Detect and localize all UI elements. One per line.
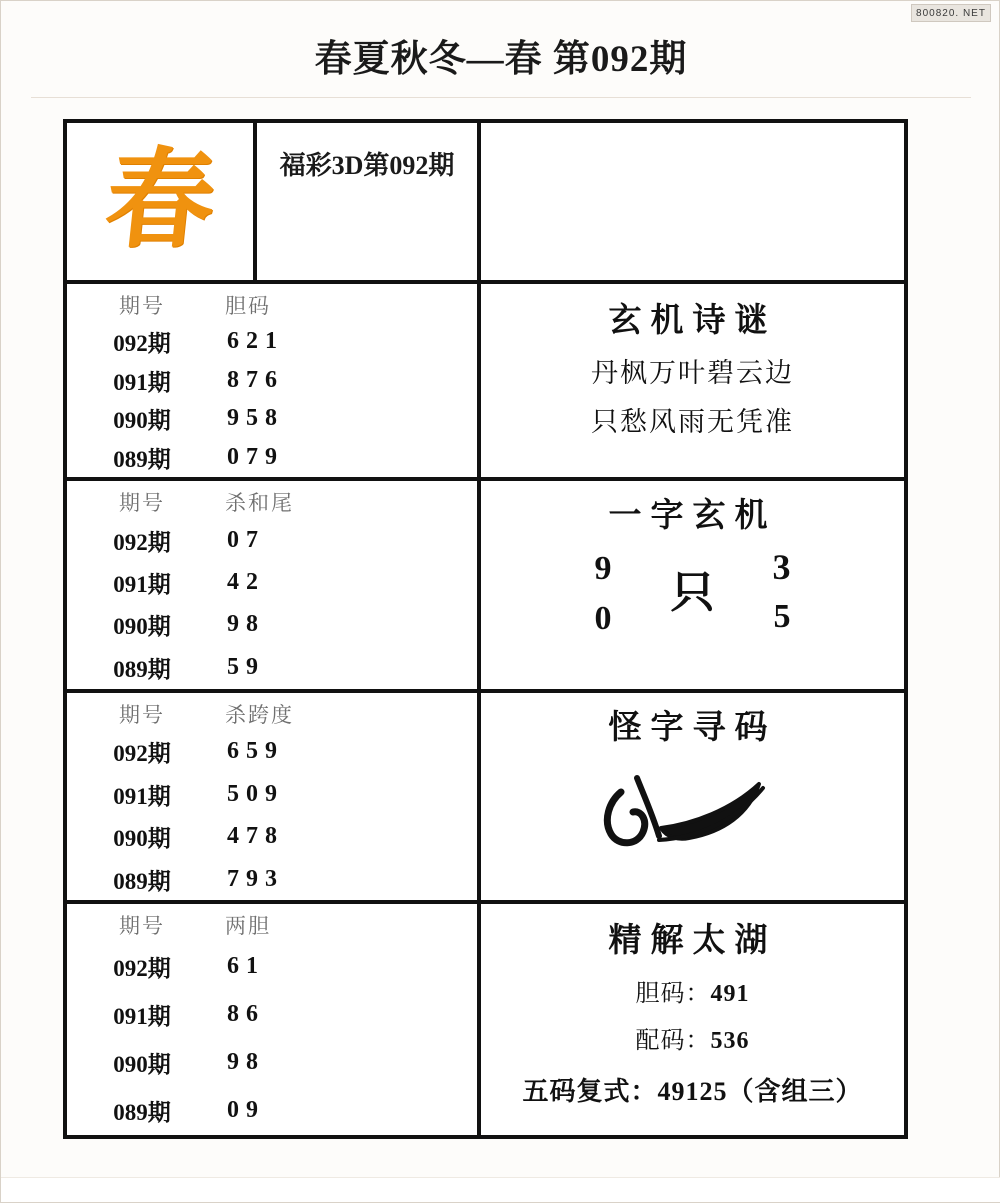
block-sha-kua-du-rows [67,731,477,901]
row-value: 98 [227,611,265,638]
row-issue: 089期 [113,1100,171,1126]
row-value: 42 [227,569,265,596]
block-sha-kua-du-head [67,693,477,731]
xuanji-center-char: 只 [670,567,715,617]
row-issue: 091期 [113,369,171,395]
block-dan-ma-rows [67,322,477,477]
table-row [67,1094,477,1127]
issue-cell [257,123,477,280]
right-column [481,123,904,1135]
row-value: 509 [227,780,284,807]
row-issue: 091期 [113,1004,171,1030]
row-issue: 092期 [113,741,171,767]
row-value: 61 [227,952,265,979]
row-value: 09 [227,1097,265,1124]
table-row [67,863,477,896]
row-issue: 089期 [113,868,171,894]
col-header-issue: 期号 [119,294,165,319]
table-row [67,1046,477,1079]
row-issue: 091期 [113,783,171,809]
taihu-pei-label: 配码： [635,1028,711,1055]
row-issue: 092期 [113,955,171,981]
panel-xuanji-shimi [481,284,904,481]
taihu-dan-line [636,973,750,1008]
main-table [63,119,908,1139]
row-issue: 089期 [113,447,171,472]
block-sha-he-wei-head [67,481,477,519]
row-issue: 092期 [113,529,171,555]
taihu-dan-value: 491 [710,981,750,1008]
table-row [67,402,477,435]
table-row [67,364,477,397]
panel-title-xuanji-shimi: 玄机诗谜 [608,303,777,340]
table-row [67,566,477,599]
block-dan-ma-head [67,284,477,322]
table-row [67,778,477,811]
table-row [67,820,477,853]
panel-title-jingjie-taihu: 精解太湖 [608,923,777,960]
table-row [67,441,477,474]
xuanji-number-bottom-right: 5 [773,597,791,635]
taihu-dan-label: 胆码： [635,981,711,1008]
row-issue: 090期 [113,614,171,640]
row-issue: 090期 [113,408,171,434]
xuanji-number-bottom-left: 0 [594,599,612,637]
panel-title-yizi-xuanji: 一字玄机 [608,497,777,534]
col-header-value: 杀和尾 [225,490,294,515]
row-value: 98 [227,1049,265,1076]
issue-label: 福彩3D第092期 [279,151,455,180]
block-liang-dan-rows [67,942,477,1135]
taihu-pei-value: 536 [710,1028,750,1055]
yizi-xuanji-grid [543,538,843,678]
panel-guaizi-xunma [481,693,904,905]
row-issue: 091期 [113,572,171,598]
header-row [67,123,477,284]
strange-character-area [481,748,904,888]
table-row [67,325,477,358]
left-column [67,123,481,1135]
taihu-combo-line: 五码复式：49125（含组三） [522,1077,863,1107]
row-value: 621 [227,327,284,354]
col-header-value: 杀跨度 [225,702,294,727]
xuanji-number-top-right: 3 [772,546,791,587]
row-value: 958 [227,405,284,432]
table-row [67,524,477,557]
row-value: 478 [227,823,284,850]
row-value: 876 [227,366,284,393]
season-logo-char: 春 [99,141,221,261]
strange-character-icon [563,758,823,878]
panel-yizi-xuanji [481,481,904,693]
right-header-blank [481,123,904,284]
block-sha-he-wei-rows [67,519,477,689]
row-value: 07 [227,526,265,553]
col-header-issue: 期号 [119,914,165,939]
row-issue: 089期 [113,656,171,682]
col-header-value: 两胆 [225,914,271,939]
row-value: 659 [227,738,284,765]
row-value: 86 [227,1001,265,1028]
season-logo-cell [67,123,257,280]
col-header-issue: 期号 [119,490,165,515]
title-divider [31,97,971,98]
footer-strip [1,1177,1000,1202]
table-row [67,950,477,983]
panel-jingjie-taihu [481,904,904,1135]
page-title: 春夏秋冬—春 第092期 [314,39,688,80]
block-liang-dan [67,904,477,1135]
table-row [67,735,477,768]
row-value: 079 [227,444,284,470]
row-value: 793 [227,865,284,892]
col-header-issue: 期号 [119,702,165,727]
table-row [67,651,477,684]
block-dan-ma [67,284,477,481]
poem-line-1: 丹枫万叶碧云边 [591,358,794,389]
taihu-pei-line [636,1020,750,1055]
block-sha-kua-du [67,693,477,905]
table-row [67,998,477,1031]
panel-title-guaizi-xunma: 怪字寻码 [608,709,777,746]
block-sha-he-wei [67,481,477,693]
row-issue: 092期 [113,330,171,356]
block-liang-dan-head [67,904,477,942]
poem-line-2: 只愁风雨无凭准 [591,407,794,438]
table-row [67,608,477,641]
row-issue: 090期 [113,1052,171,1078]
col-header-value: 胆码 [225,294,271,319]
page-title-bar [1,19,1000,91]
site-watermark: 800820. NET [911,4,991,22]
xuanji-number-top-left: 9 [594,549,612,587]
row-issue: 090期 [113,826,171,852]
row-value: 59 [227,653,265,680]
